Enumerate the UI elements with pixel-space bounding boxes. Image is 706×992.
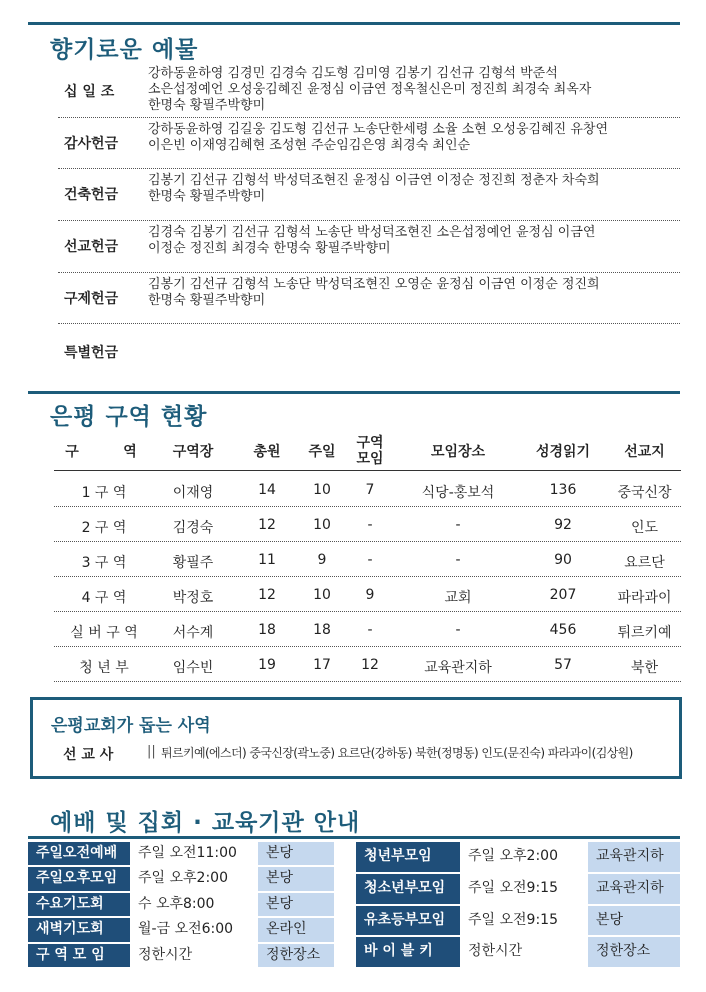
schedule-place: 교육관지하 <box>588 874 680 904</box>
cell-place: - <box>455 517 461 533</box>
table-row <box>54 473 681 507</box>
offering-names <box>148 225 678 257</box>
offering-name-line: 한명숙 황필주박향미 <box>148 293 266 308</box>
header-meeting-b: 모임 <box>356 451 384 467</box>
schedule-time: 주일 오전9:15 <box>460 874 588 904</box>
offering-names <box>148 173 678 205</box>
cell-sunday: 10 <box>313 482 331 498</box>
cell-district: 4 구 역 <box>81 590 127 606</box>
cell-leader: 임수빈 <box>172 660 214 676</box>
cell-sunday: 9 <box>317 552 327 568</box>
offering-label: 특별헌금 <box>64 345 119 361</box>
cell-leader: 황필주 <box>172 555 214 571</box>
offering-names <box>148 122 678 154</box>
offerings-top-rule <box>28 22 680 25</box>
cell-sunday: 18 <box>313 622 331 638</box>
offering-name-line: 김경숙 김봉기 김선규 김형석 노송단 박성덕조현진 소은섭정예언 윤정심 이금연 <box>148 225 596 240</box>
cell-leader: 김경숙 <box>172 520 214 536</box>
cell-mission: 인도 <box>630 520 659 536</box>
schedule-time: 월-금 오전6:00 <box>130 918 258 941</box>
cell-place: 교회 <box>444 590 472 606</box>
schedule-time: 주일 오전11:00 <box>130 842 258 865</box>
cell-meeting: - <box>367 552 373 568</box>
offering-label: 선교헌금 <box>64 239 119 255</box>
offering-row <box>58 169 680 221</box>
schedule-place: 정한장소 <box>258 944 334 967</box>
cell-leader: 서수계 <box>172 625 214 641</box>
schedule-name: 주일오전예배 <box>28 842 130 865</box>
schedule-place: 정한장소 <box>588 937 680 967</box>
header-district-b: 역 <box>123 444 137 460</box>
offering-name-line: 강하동윤하영 김길웅 김도형 김선규 노송단한세령 소율 소현 오성웅김혜진 유창연 <box>148 122 609 137</box>
mission-label: 선 교 사 <box>63 747 114 763</box>
cell-meeting: 9 <box>365 587 375 603</box>
schedule-place: 본당 <box>258 893 334 916</box>
offering-name-line: 이은빈 이재영김혜현 조성현 주순임김은영 최경숙 최인순 <box>148 138 471 153</box>
offering-name-line: 소은섭정예언 오성웅김혜진 윤정심 이금연 정옥철신은미 정진희 최경숙 최옥자 <box>148 82 592 97</box>
cell-bible: 207 <box>549 587 577 603</box>
offering-label: 구제헌금 <box>64 291 119 307</box>
mission-text: 튀르키예(에스더) 중국신장(곽노중) 요르단(강하동) 북한(정명동) 인도(문진숙) 파라과이(김상원) <box>161 746 633 760</box>
cell-mission: 요르단 <box>624 555 665 571</box>
schedule-row <box>356 874 680 906</box>
schedule-title: 예배 및 집회 · 교육기관 안내 <box>50 810 361 836</box>
schedule-row <box>356 937 680 969</box>
cell-place: - <box>455 622 461 638</box>
header-sunday: 주일 <box>308 444 336 460</box>
offering-name-line: 한명숙 황필주박향미 <box>148 189 266 204</box>
offering-row <box>58 273 680 324</box>
schedule-name: 수요기도회 <box>28 893 130 916</box>
offering-label: 감사헌금 <box>64 136 119 152</box>
districts-title: 은평 구역 현황 <box>50 404 208 430</box>
cell-bible: 92 <box>554 517 572 533</box>
offering-row <box>58 324 680 374</box>
header-meeting-a: 구역 <box>356 435 384 451</box>
schedule-place: 교육관지하 <box>588 842 680 872</box>
offering-name-line: 이정순 정진희 최경숙 한명숙 황필주박향미 <box>148 241 391 256</box>
header-leader: 구역장 <box>172 444 214 460</box>
cell-place: - <box>455 552 461 568</box>
offering-names <box>148 277 678 309</box>
cell-bible: 90 <box>554 552 572 568</box>
schedule-row <box>28 918 334 943</box>
schedule-name: 청소년부모임 <box>356 874 460 904</box>
cell-mission: 중국신장 <box>617 485 672 501</box>
schedule-row <box>28 944 334 969</box>
schedule-time: 주일 오전9:15 <box>460 906 588 936</box>
schedule-row <box>28 893 334 918</box>
schedule-name: 청년부모임 <box>356 842 460 872</box>
cell-meeting: - <box>367 622 373 638</box>
table-row <box>54 543 681 577</box>
schedule-name: 바 이 블 키 <box>356 937 460 967</box>
cell-place: 교육관지하 <box>424 660 492 676</box>
mission-separator: || <box>147 744 156 759</box>
offering-label: 건축헌금 <box>64 187 119 203</box>
districts-top-rule <box>28 391 680 394</box>
schedule-row <box>356 906 680 938</box>
cell-mission: 튀르키예 <box>617 625 672 641</box>
offering-name-line: 김봉기 김선규 김형석 노송단 박성덕조현진 오영순 윤정심 이금연 이정순 정진희 <box>148 277 600 292</box>
cell-total: 11 <box>258 552 276 568</box>
schedule-time: 정한시간 <box>460 937 588 967</box>
table-row <box>54 578 681 612</box>
schedule-place: 본당 <box>258 842 334 865</box>
cell-district: 3 구 역 <box>81 555 127 571</box>
cell-mission: 북한 <box>630 660 659 676</box>
cell-district: 실 버 구 역 <box>70 625 138 641</box>
schedule-row <box>356 842 680 874</box>
table-row <box>54 613 681 647</box>
offering-row <box>58 221 680 273</box>
offering-names <box>148 66 678 114</box>
cell-sunday: 10 <box>313 587 331 603</box>
schedule-place: 본당 <box>258 867 334 890</box>
cell-total: 12 <box>258 587 276 603</box>
district-table-header <box>54 433 681 471</box>
cell-meeting: 7 <box>365 482 375 498</box>
offering-name-line: 한명숙 황필주박향미 <box>148 98 266 113</box>
schedule-name: 구 역 모 임 <box>28 944 130 967</box>
header-district-a: 구 <box>65 444 79 460</box>
offering-label: 십 일 조 <box>64 84 115 100</box>
cell-leader: 박정호 <box>172 590 214 606</box>
schedule-name: 유초등부모임 <box>356 906 460 936</box>
cell-place: 식당-홍보석 <box>421 485 495 501</box>
schedule-time: 주일 오후2:00 <box>130 867 258 890</box>
cell-mission: 파라과이 <box>617 590 672 606</box>
mission-title: 은평교회가 돕는 사역 <box>51 716 211 736</box>
schedule-place: 온라인 <box>258 918 334 941</box>
cell-total: 18 <box>258 622 276 638</box>
cell-total: 12 <box>258 517 276 533</box>
header-mission: 선교지 <box>624 444 665 460</box>
offerings-title: 향기로운 예물 <box>50 37 199 63</box>
schedule-time: 수 오후8:00 <box>130 893 258 916</box>
schedule-name: 주일오후모임 <box>28 867 130 890</box>
schedule-time: 정한시간 <box>130 944 258 967</box>
header-total: 총원 <box>253 444 281 460</box>
schedule-time: 주일 오후2:00 <box>460 842 588 872</box>
offering-row <box>58 60 680 118</box>
schedule-row <box>28 867 334 892</box>
cell-meeting: 12 <box>361 657 379 673</box>
schedule-name: 새벽기도회 <box>28 918 130 941</box>
table-row <box>54 648 681 682</box>
table-row <box>54 508 681 542</box>
cell-district: 2 구 역 <box>81 520 127 536</box>
offering-name-line: 김봉기 김선규 김형석 박성덕조현진 윤정심 이금연 이정순 정진희 정춘자 차숙희 <box>148 173 600 188</box>
header-place: 모임장소 <box>430 444 486 460</box>
schedule-row <box>28 842 334 867</box>
offering-row <box>58 118 680 169</box>
cell-sunday: 10 <box>313 517 331 533</box>
offering-name-line: 강하동윤하영 김경민 김경숙 김도형 김미영 김봉기 김선규 김형석 박준석 <box>148 66 558 81</box>
cell-bible: 136 <box>549 482 577 498</box>
cell-sunday: 17 <box>313 657 331 673</box>
header-bible: 성경읽기 <box>535 444 591 460</box>
cell-bible: 456 <box>549 622 577 638</box>
mission-box <box>30 697 682 779</box>
cell-total: 14 <box>258 482 276 498</box>
schedule-rule <box>28 836 680 839</box>
cell-total: 19 <box>258 657 276 673</box>
schedule-place: 본당 <box>588 906 680 936</box>
cell-district: 청 년 부 <box>79 660 129 676</box>
cell-meeting: - <box>367 517 373 533</box>
cell-leader: 이재영 <box>172 485 214 501</box>
cell-bible: 57 <box>554 657 572 673</box>
cell-district: 1 구 역 <box>81 485 127 501</box>
